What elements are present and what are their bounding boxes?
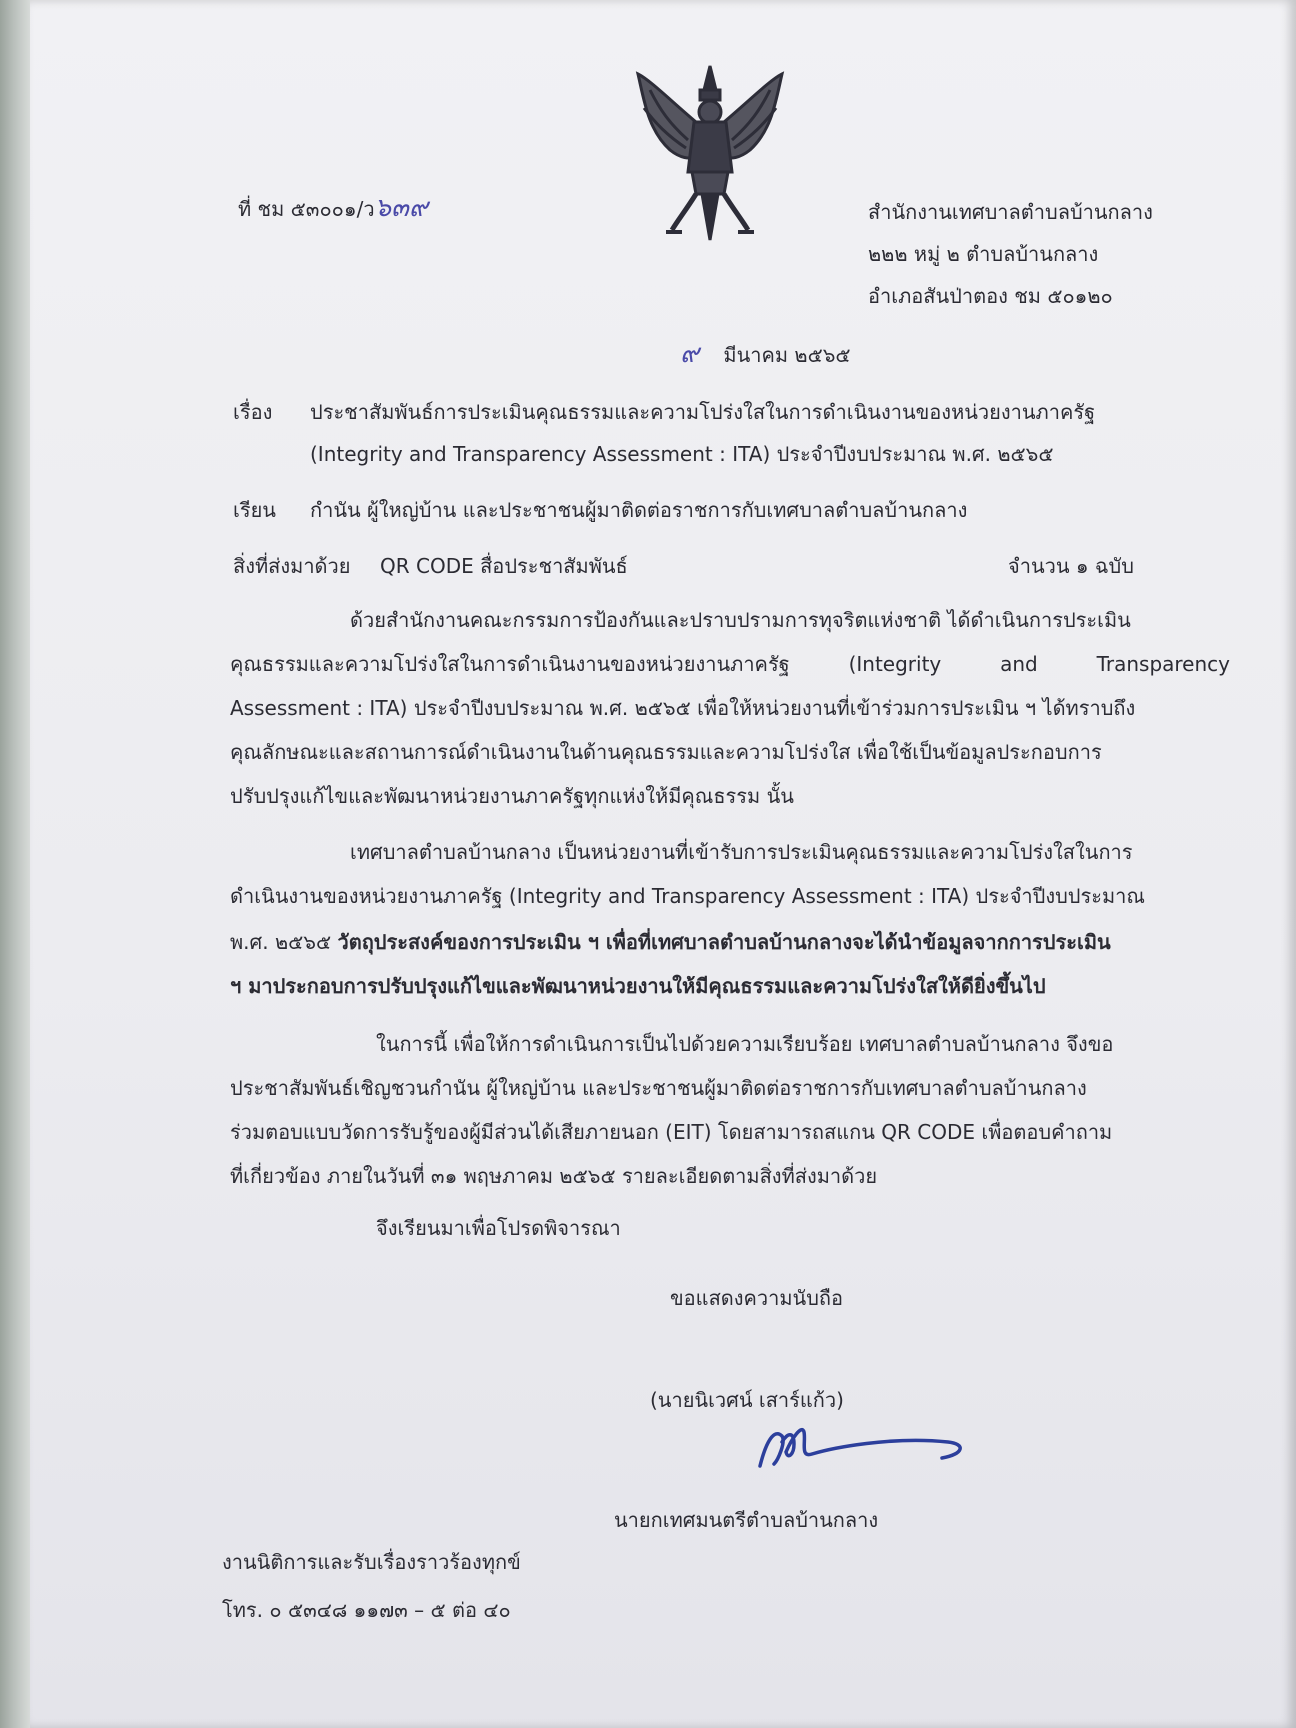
signer-name: (นายนิเวศน์ เสาร์แก้ว) <box>650 1388 844 1412</box>
footer-phone: โทร. ๐ ๕๓๔๘ ๑๑๗๓ – ๕ ต่อ ๔๐ <box>222 1598 511 1622</box>
enclosure-count: จำนวน ๑ ฉบับ <box>1008 554 1134 578</box>
paragraph-1-line: คุณธรรมและความโปร่งใสในการดำเนินงานของหน่วยงานภาครัฐ (Integrity and Transparency <box>230 652 1230 676</box>
garuda-emblem-icon <box>630 60 790 246</box>
paragraph-3-line: ในการนี้ เพื่อให้การดำเนินการเป็นไปด้วยความเรียบร้อย เทศบาลตำบลบ้านกลาง จึงขอ <box>376 1032 1114 1056</box>
paragraph-3-line: ที่เกี่ยวข้อง ภายในวันที่ ๓๑ พฤษภาคม ๒๕๖๕ รายละเอียดตามสิ่งที่ส่งมาด้วย <box>230 1164 878 1188</box>
reference-handwritten: ๖๓๙ <box>374 193 428 223</box>
office-name: สำนักงานเทศบาลตำบลบ้านกลาง <box>868 200 1153 224</box>
paragraph-1-line: คุณลักษณะและสถานการณ์ดำเนินงานในด้านคุณธรรมและความโปร่งใส เพื่อใช้เป็นข้อมูลประกอบการ <box>230 740 1102 764</box>
paragraph-1-line: ปรับปรุงแก้ไขและพัฒนาหน่วยงานภาครัฐทุกแห่งให้มีคุณธรรม นั้น <box>230 784 794 808</box>
background-edge <box>0 0 34 1728</box>
paragraph-3-line: ร่วมตอบแบบวัดการรับรู้ของผู้มีส่วนได้เสียภายนอก (EIT) โดยสามารถสแกน QR CODE เพื่อตอบคำถาม <box>230 1120 1113 1144</box>
recipient-text: กำนัน ผู้ใหญ่บ้าน และประชาชนผู้มาติดต่อราชการกับเทศบาลตำบลบ้านกลาง <box>310 498 968 522</box>
date-day-handwritten: ๙ <box>680 339 700 369</box>
enclosure-text: QR CODE สื่อประชาสัมพันธ์ <box>380 554 628 578</box>
letter-date <box>680 340 851 369</box>
paragraph-2-objective: วัตถุประสงค์ของการประเมิน ฯ เพื่อที่เทศบาลตำบลบ้านกลางจะได้นำข้อมูลจากการประเมิน <box>337 930 1111 954</box>
paragraph-2-year: พ.ศ. ๒๕๖๕ <box>230 930 338 954</box>
paragraph-3-line: ประชาสัมพันธ์เชิญชวนกำนัน ผู้ใหญ่บ้าน และประชาชนผู้มาติดต่อราชการกับเทศบาลตำบลบ้านกลาง <box>230 1076 1087 1100</box>
closing-line: จึงเรียนมาเพื่อโปรดพิจารณา <box>376 1216 621 1240</box>
subject-line-1: ประชาสัมพันธ์การประเมินคุณธรรมและความโปร่งใสในการดำเนินงานของหน่วยงานภาครัฐ <box>310 400 1096 424</box>
office-district-line: อำเภอสันป่าตอง ชม ๕๐๑๒๐ <box>868 284 1113 308</box>
reference-prefix: ที่ ชม ๕๓๐๐๑/ว <box>238 197 375 221</box>
office-address-line: ๒๒๒ หมู่ ๒ ตำบลบ้านกลาง <box>868 242 1099 266</box>
paragraph-1-line: ด้วยสำนักงานคณะกรรมการป้องกันและปราบปรามการทุจริตแห่งชาติ ได้ดำเนินการประเมิน <box>350 608 1131 632</box>
paragraph-1-line: Assessment : ITA) ประจำปีงบประมาณ พ.ศ. ๒๕๖๕ เพื่อให้หน่วยงานที่เข้าร่วมการประเมิน ฯ ได้ทราบถึง <box>230 696 1136 720</box>
subject-line-2: (Integrity and Transparency Assessment : ITA) ประจำปีงบประมาณ พ.ศ. ๒๕๖๕ <box>310 442 1054 466</box>
letter-page <box>30 0 1296 1728</box>
paragraph-2-line <box>230 928 1111 956</box>
date-month-year: มีนาคม ๒๕๖๕ <box>723 343 851 367</box>
footer-department: งานนิติการและรับเรื่องราวร้องทุกข์ <box>222 1550 521 1574</box>
enclosure-label: สิ่งที่ส่งมาด้วย <box>233 554 351 578</box>
recipient-label: เรียน <box>233 498 276 522</box>
paragraph-2-line: เทศบาลตำบลบ้านกลาง เป็นหน่วยงานที่เข้ารับการประเมินคุณธรรมและความโปร่งใสในการ <box>350 840 1133 864</box>
signer-title: นายกเทศมนตรีตำบลบ้านกลาง <box>614 1508 879 1532</box>
reference-number <box>238 194 428 223</box>
regards-line: ขอแสดงความนับถือ <box>670 1286 844 1310</box>
subject-label: เรื่อง <box>233 400 273 424</box>
paragraph-2-line: ฯ มาประกอบการปรับปรุงแก้ไขและพัฒนาหน่วยงานให้มีคุณธรรมและความโปร่งใสให้ดียิ่งขึ้นไป <box>230 974 1046 998</box>
signature-icon <box>752 1402 972 1482</box>
paragraph-2-line: ดำเนินงานของหน่วยงานภาครัฐ (Integrity and Transparency Assessment : ITA) ประจำปีงบประมาณ <box>230 884 1145 908</box>
